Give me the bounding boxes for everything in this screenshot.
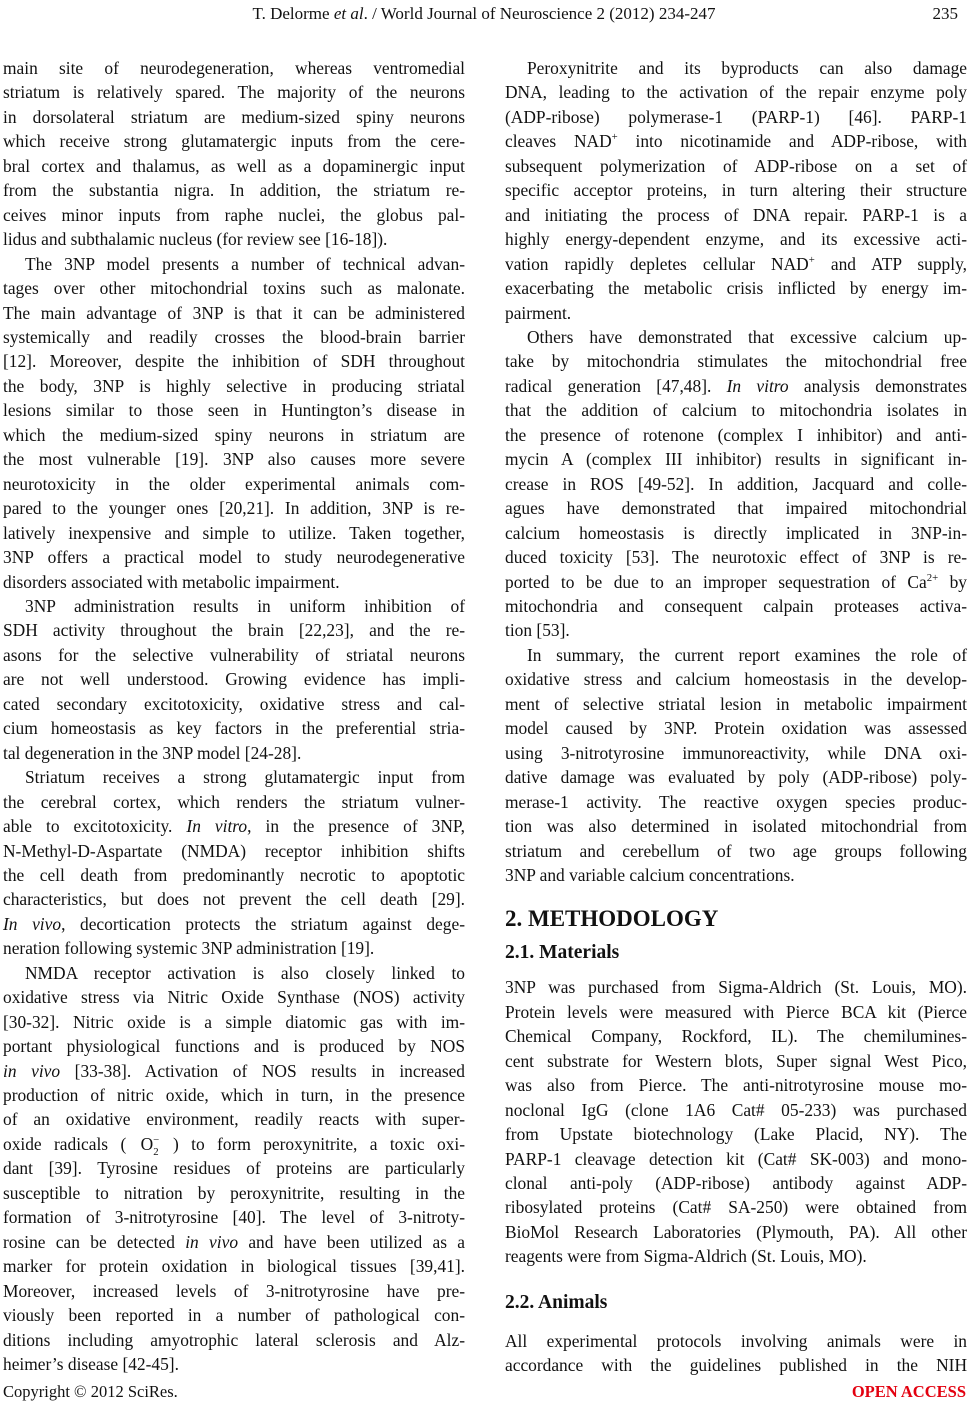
- text-line: accordance with the guidelines published in the NIH: [505, 1355, 967, 1376]
- text-line: ported to be due to an improper sequestration of $Ca^{2+}$ by: [505, 571, 968, 592]
- text-line: production of nitric oxide, which in turn, in the presence: [3, 1085, 465, 1106]
- text-line: dative damage was evaluated by poly (ADP-ribose) poly-: [505, 767, 967, 788]
- italic-term: in vivo: [185, 1231, 239, 1252]
- text-line: ribosylated proteins (Cat# SA-250) were obtained from: [505, 1197, 967, 1218]
- journal-citation: [0, 4, 968, 24]
- text-line: crease in ROS [49-52]. In addition, Jacquard and colle-: [505, 473, 967, 494]
- text-line: reagents were from Sigma-Aldrich (St. Louis, MO).: [505, 1246, 867, 1267]
- text-line: PARP-1 cleavage detection kit (Cat# SK-003) and mono-: [505, 1148, 967, 1169]
- text-line: mitochondria and consequent calpain proteases activa-: [505, 595, 967, 616]
- text-line: from Upstate biotechnology (Lake Placid, NY). The: [505, 1124, 967, 1145]
- text-line: Others have demonstrated that excessive calcium up-: [527, 326, 967, 347]
- text-line: the body, 3NP is highly selective in producing striatal: [3, 375, 465, 396]
- text-line: ment of selective striatal lesion in metabolic impairment: [505, 693, 967, 714]
- text-line: using 3-nitrotyrosine immunoreactivity, while DNA oxi-: [505, 742, 967, 763]
- text-line: susceptible to nitration by peroxynitrite, resulting in the: [3, 1182, 465, 1203]
- text-line: main site of neurodegeneration, whereas ventromedial: [3, 58, 465, 78]
- text-line: striatum and cerebellum of two age groups following: [505, 840, 967, 861]
- text-line: 3NP and variable calcium concentrations.: [505, 864, 795, 885]
- text-line: [30-32]. Nitric oxide is a simple diatomic gas with im-: [3, 1011, 465, 1032]
- paragraph-summary: [505, 643, 967, 888]
- text-line: the cell death from predominantly necrotic to apoptotic: [3, 864, 465, 885]
- text-line: noclonal IgG (clone 1A6 Cat# 05-233) was purchased: [505, 1099, 967, 1120]
- text-line: calcium homeostasis is directly implicated in 3NP-in-: [505, 522, 967, 543]
- subsection-heading-animals: 2.2. Animals: [505, 1291, 608, 1313]
- text-line: asons for the selective vulnerability of striatal neurons: [3, 644, 465, 665]
- text-line: 3NP offers a practical model to study neurodegenerative: [3, 547, 465, 568]
- text-line: characteristics, but does not prevent the cell death [29].: [3, 889, 465, 910]
- text-line: The 3NP model presents a number of technical advan-: [25, 253, 465, 274]
- left-column: [3, 56, 465, 1376]
- text-line: marker for protein oxidation in biological tissues [39,41].: [3, 1256, 465, 1277]
- text-line: disorders associated with metabolic impairment.: [3, 571, 340, 592]
- text-line: which receive strong glutamatergic inputs from the cere-: [3, 131, 465, 152]
- copyright-notice: Copyright © 2012 SciRes.: [3, 1382, 178, 1401]
- text-line: merase-1 activity. The reactive oxygen species produc-: [505, 791, 967, 812]
- text-line: cent substrate for Western blots, Super signal West Pico,: [505, 1050, 967, 1071]
- text-line: oxide radicals ( $O^-_2$ ) to form peroxynitrite, a toxic oxi-: [3, 1133, 466, 1158]
- subsection-heading-materials: 2.1. Materials: [505, 942, 620, 964]
- text-line: lesions similar to those seen in Huntington’s disease in: [3, 400, 465, 421]
- text-line: exacerbating the metabolic crisis inflicted by energy im-: [505, 278, 967, 299]
- text-line: highly energy-dependent enzyme, and its excessive acti-: [505, 229, 967, 250]
- text-line: BioMol Research Laboratories (Plymouth, PA). All other: [505, 1221, 967, 1242]
- text-line: ceives minor inputs from raphe nuclei, the globus pal-: [3, 204, 465, 225]
- text-line: tion [53].: [505, 620, 570, 641]
- paragraph-parp1: [505, 56, 967, 325]
- text-line: (ADP-ribose) polymerase-1 (PARP-1) [46]. PARP-1: [505, 106, 967, 127]
- text-line: neurotoxicity in the older experimental animals com-: [3, 473, 465, 494]
- text-line: The main advantage of 3NP is that it can be administered: [3, 302, 465, 323]
- text-line: 3NP was purchased from Sigma-Aldrich (St. Louis, MO).: [505, 977, 967, 998]
- text-line: heimer’s disease [42-45].: [3, 1354, 179, 1375]
- text-line: N-Methyl-D-Aspartate (NMDA) receptor inhibition shifts: [3, 840, 465, 861]
- text-line: [12]. Moreover, despite the inhibition of SDH throughout: [3, 351, 465, 372]
- right-column: [505, 56, 967, 1378]
- paragraph-3np-advantages: [3, 252, 465, 594]
- section-heading-methodology: 2. METHODOLOGY: [505, 906, 719, 932]
- text-line: the presence of rotenone (complex I inhibitor) and anti-: [505, 424, 967, 445]
- text-line: radical generation [47,48]. In vitro analysis demonstrates: [505, 375, 967, 396]
- text-line: in vivo [33-38]. Activation of NOS results in increased: [3, 1060, 465, 1081]
- paragraph-sdh-inhibition: [3, 594, 465, 765]
- text-line: pared to the younger ones [20,21]. In addition, 3NP is re-: [3, 498, 465, 519]
- et-al: et al: [333, 4, 364, 23]
- text-line: cleaves NAD+ into nicotinamide and ADP-ribose, with: [505, 131, 967, 152]
- text-line: was also from Pierce. The anti-nitrotyrosine mouse mo-: [505, 1075, 967, 1096]
- text-line: from the substantia nigra. In addition, the striatum re-: [3, 180, 465, 201]
- text-line: Chemical Company, Rockford, IL). The chemilumines-: [505, 1026, 967, 1047]
- text-line: vation rapidly depletes cellular NAD+ and ATP supply,: [505, 253, 967, 274]
- text-line: the cerebral cortex, which renders the striatum vulner-: [3, 791, 465, 812]
- italic-term: In vitro: [186, 816, 248, 837]
- text-line: clonal anti-poly (ADP-ribose) antibody against ADP-: [505, 1173, 967, 1194]
- text-line: of an oxidative environment, readily reacts with super-: [3, 1109, 465, 1130]
- text-line: DNA, leading to the activation of the repair enzyme poly: [505, 82, 967, 103]
- text-line: tages over other mitochondrial toxins such as malonate.: [3, 278, 465, 299]
- text-line: in dorsolateral striatum are medium-sized spiny neurons: [3, 106, 465, 127]
- text-line: agues have demonstrated that impaired mitochondrial: [505, 498, 967, 519]
- text-line: which the medium-sized spiny neurons in striatum are: [3, 424, 465, 445]
- text-line: and initiating the process of DNA repair. PARP-1 is a: [505, 204, 967, 225]
- journal-name: . / World Journal of Neuroscience 2 (2012) 234-247: [363, 4, 716, 23]
- paragraph-nmda-nos: [3, 961, 465, 1377]
- text-line: tal degeneration in the 3NP model [24-28].: [3, 742, 302, 763]
- text-line: duced toxicity [53]. The neurotoxic effect of 3NP is re-: [505, 547, 967, 568]
- text-line: pairment.: [505, 302, 572, 323]
- italic-term: in vivo: [3, 1060, 61, 1081]
- text-line: oxidative stress and calcium homeostasis in the develop-: [505, 669, 967, 690]
- text-line: able to excitotoxicity. In vitro, in the presence of 3NP,: [3, 816, 465, 837]
- paragraph-animals: [505, 1329, 967, 1378]
- page-number: 235: [932, 4, 958, 23]
- text-line: the most vulnerable [19]. 3NP also causes more severe: [3, 449, 465, 470]
- text-line: Peroxynitrite and its byproducts can also damage: [527, 58, 967, 78]
- paragraph-calcium-uptake: [505, 325, 967, 643]
- text-line: Moreover, increased levels of 3-nitrotyrosine have pre-: [3, 1280, 465, 1301]
- text-line: neration following systemic 3NP administration [19].: [3, 938, 375, 959]
- text-line: oxidative stress via Nitric Oxide Synthase (NOS) activity: [3, 987, 465, 1008]
- text-line: tion was also determined in isolated mitochondrial from: [505, 816, 967, 837]
- text-line: that the addition of calcium to mitochondria isolates in: [505, 400, 967, 421]
- italic-term: In vitro: [726, 375, 789, 396]
- authors: T. Delorme: [252, 4, 330, 23]
- text-line: striatum is relatively spared. The majority of the neurons: [3, 82, 465, 103]
- text-line: rosine can be detected in vivo and have been utilized as a: [3, 1231, 466, 1252]
- text-line: NMDA receptor activation is also closely linked to: [25, 962, 465, 983]
- text-line: are not well understood. Growing evidence has impli-: [3, 669, 465, 690]
- page-footer: [0, 1382, 968, 1406]
- italic-term: In vivo: [3, 913, 62, 934]
- text-line: cium homeostasis as key factors in the preferential stria-: [3, 718, 465, 739]
- text-line: bral cortex and thalamus, as well as a dopaminergic input: [3, 155, 465, 176]
- text-line: viously been reported in a number of pathological con-: [3, 1305, 465, 1326]
- open-access-label: OPEN ACCESS: [851, 1382, 966, 1401]
- text-line: SDH activity throughout the brain [22,23], and the re-: [3, 620, 465, 641]
- text-line: subsequent polymerization of ADP-ribose on a set of: [505, 155, 967, 176]
- superoxide-formula: $O^-_2$: [140, 1133, 160, 1158]
- text-line: mycin A (complex III inhibitor) results in significant in-: [505, 449, 967, 470]
- text-line: systemically and readily crosses the blood-brain barrier: [3, 326, 465, 347]
- text-line: Striatum receives a strong glutamatergic input from: [25, 767, 465, 788]
- text-line: model caused by 3NP. Protein oxidation was assessed: [505, 718, 967, 739]
- paragraph-materials: [505, 975, 967, 1268]
- text-line: In summary, the current report examines the role of: [527, 644, 967, 665]
- text-line: take by mitochondria stimulates the mitochondrial free: [505, 351, 967, 372]
- text-line: lidus and subthalamic nucleus (for review see [16-18]).: [3, 229, 388, 250]
- text-line: portant physiological functions and is produced by NOS: [3, 1036, 465, 1057]
- text-line: ditions including amyotrophic lateral sclerosis and Alz-: [3, 1329, 465, 1350]
- text-line: formation of 3-nitrotyrosine [40]. The level of 3-nitroty-: [3, 1207, 465, 1228]
- text-line: 3NP administration results in uniform inhibition of: [25, 595, 465, 616]
- text-line: cated secondary excitotoxicity, oxidative stress and cal-: [3, 693, 465, 714]
- paragraph-excitotoxicity: [3, 765, 465, 961]
- text-line: dant [39]. Tyrosine residues of proteins are particularly: [3, 1158, 465, 1179]
- text-line: All experimental protocols involving animals were in: [505, 1330, 967, 1351]
- text-line: latively inexpensive and simple to utilize. Taken together,: [3, 522, 465, 543]
- text-line: In vivo, decortication protects the striatum against dege-: [3, 913, 465, 934]
- paragraph-striatum-anatomy: [3, 56, 465, 252]
- running-header: [0, 2, 968, 26]
- text-line: specific acceptor proteins, in turn altering their structure: [505, 180, 967, 201]
- text-line: Protein levels were measured with Pierce BCA kit (Pierce: [505, 1001, 967, 1022]
